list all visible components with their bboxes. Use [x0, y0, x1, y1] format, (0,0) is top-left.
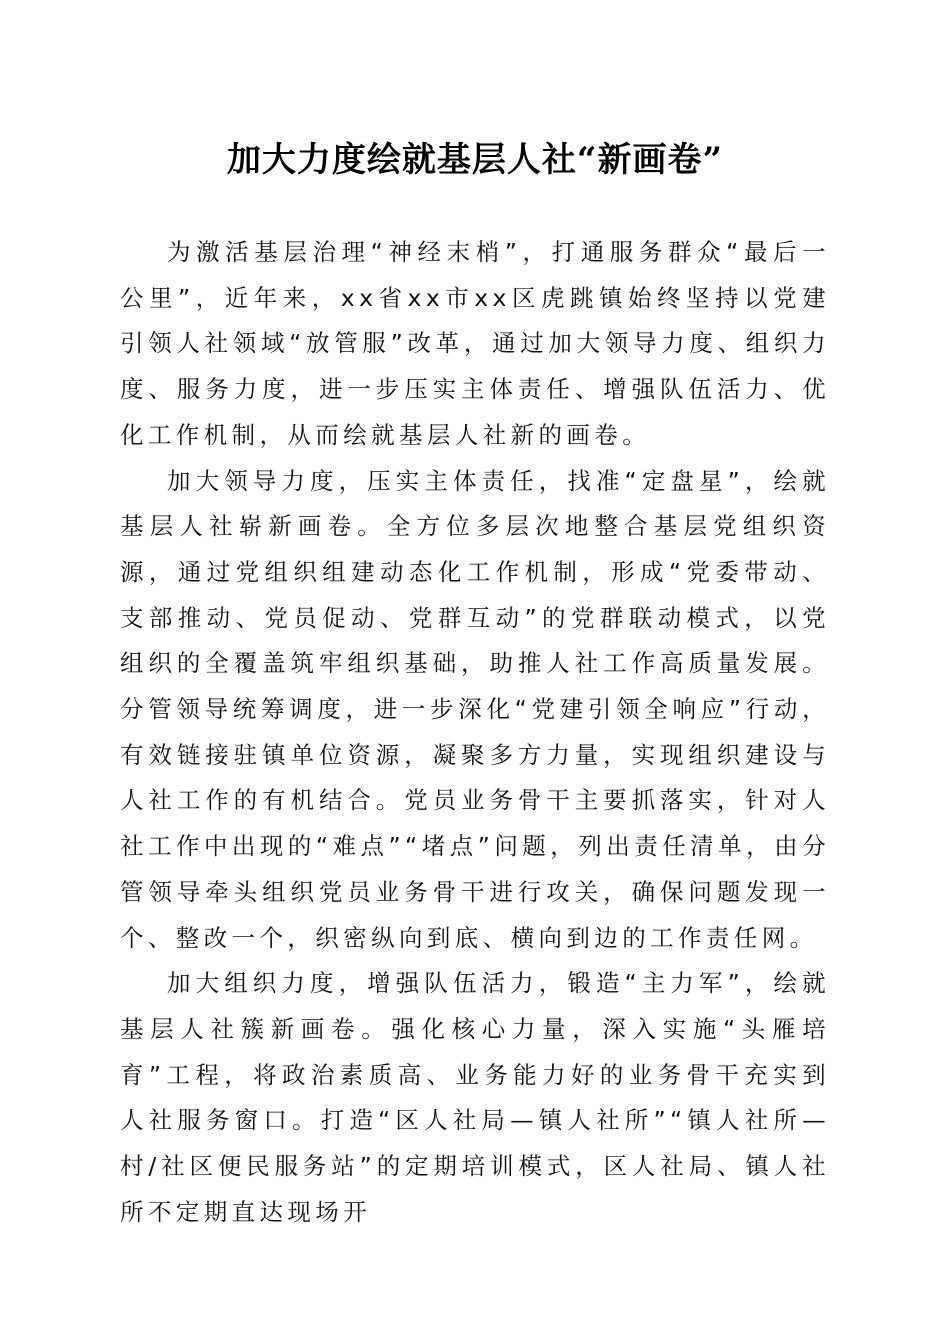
document-title: 加大力度绘就基层人社“新画卷”: [226, 140, 724, 180]
paragraph-leadership: 加大领导力度，压实主体责任，找准“定盘星”，绘就基层人社崭新画卷。全方位多层次地整合基层党组织资源，通过党组织组建动态化工作机制，形成“党委带动、支部推动、党员促动、党群互动”的党群联动模式，以党组织的全覆盖筑牢组织基础，助推人社工作高质量发展。分管领导统筹调度，进一步深化“党建引领全响应”行动，有效链接驻镇单位资源，凝聚多方力量，实现组织建设与人社工作的有机结合。党员业务骨干主要抓落实，针对人社工作中出现的“难点”“堵点”问题，列出责任清单，由分管领导牵头组织党员业务骨干进行攻关，确保问题发现一个、整改一个，织密纵向到底、横向到边的工作责任网。: [120, 466, 830, 952]
document-body: [120, 230, 830, 1235]
paragraph-intro: 为激活基层治理“神经末梢”，打通服务群众“最后一公里”，近年来，xx省xx市xx区虎跳镇始终坚持以党建引领人社领域“放管服”改革，通过加大领导力度、组织力度、服务力度，进一步压实主体责任、增强队伍活力、优化工作机制，从而绘就基层人社新的画卷。: [120, 238, 830, 449]
paragraph-organization: 加大组织力度，增强队伍活力，锻造“主力军”，绘就基层人社簇新画卷。强化核心力量，深入实施“头雁培育”工程，将政治素质高、业务能力好的业务骨干充实到人社服务窗口。打造“区人社局—镇人社所”“镇人社所—村/社区便民服务站”的定期培训模式，区人社局、镇人社所不定期直达现场开: [120, 969, 830, 1226]
